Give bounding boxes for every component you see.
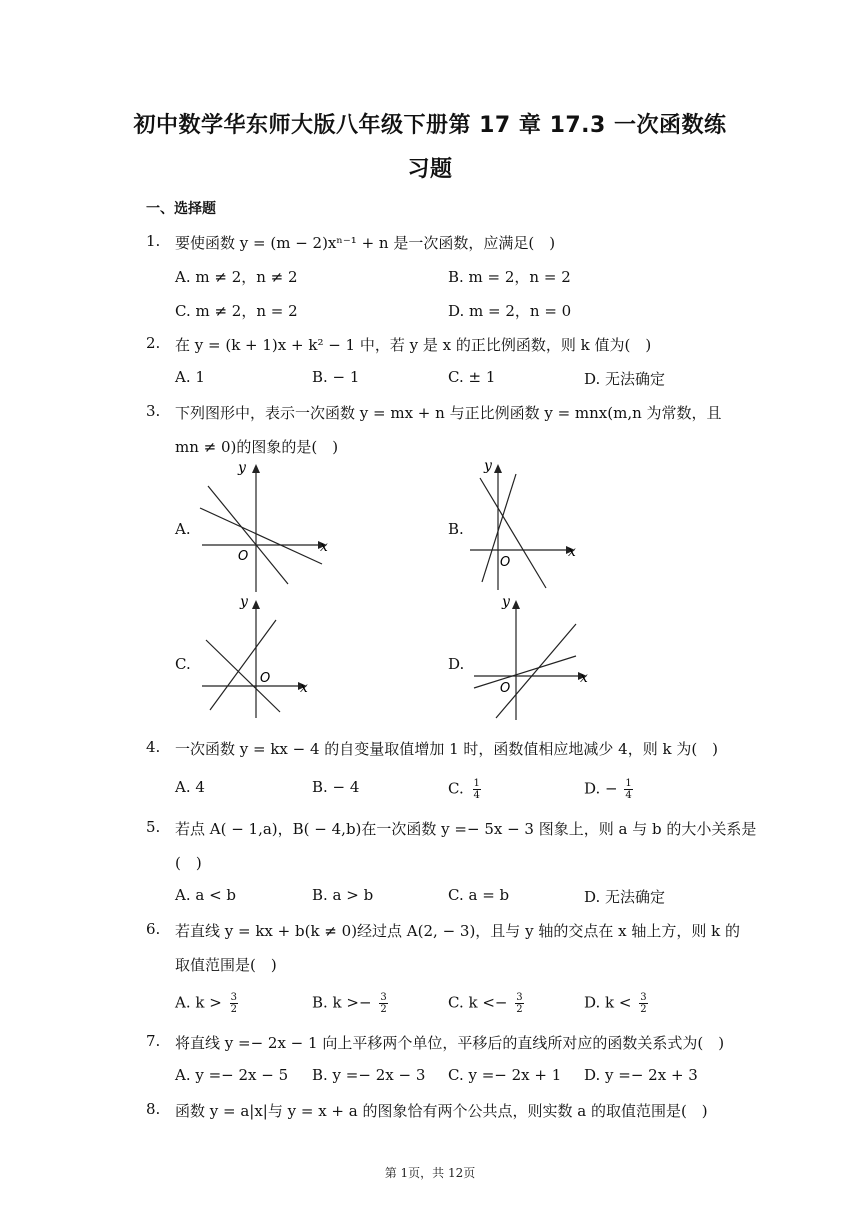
page-footer: 第 1页，共 12页	[384, 1166, 476, 1180]
question-4-option-b: B. − 4	[312, 778, 360, 796]
fraction-one-quarter: $\frac{1}{4}$	[473, 778, 480, 801]
question-6-option-d-label: D. k <	[584, 993, 632, 1012]
question-3-option-d: D.	[448, 655, 465, 673]
fraction-three-halves: $\frac{3}{2}$	[640, 992, 647, 1015]
question-4-option-c	[448, 778, 481, 801]
question-3-option-a: A.	[175, 520, 191, 538]
question-1-option-c: C. m ≠ 2，n = 2	[175, 302, 298, 320]
question-1-option-d: D. m = 2，n = 0	[448, 302, 572, 320]
question-7-option-c: C. y =− 2x + 1	[448, 1066, 562, 1084]
graph-c	[196, 592, 336, 722]
question-1-option-b: B. m = 2，n = 2	[448, 268, 571, 286]
question-5-text-line1: 若点 A( − 1,a)，B( − 4,b)在一次函数 y =− 5x − 3 图象上，则 a 与 b 的大小关系是	[175, 820, 757, 838]
question-5-option-c: C. a = b	[448, 886, 510, 904]
graph-a-origin-label: O	[238, 549, 249, 564]
question-8-text: 函数 y = a|x|与 y = x + a 的图象恰有两个公共点，则实数 a 的取值范围是( )	[175, 1102, 708, 1120]
graph-c-origin-label: O	[260, 671, 271, 686]
question-3-text-line1: 下列图形中，表示一次函数 y = mx + n 与正比例函数 y = mnx(m,n 为常数，且	[175, 404, 722, 422]
doc-title-line2: 习题	[407, 157, 453, 182]
question-5-text-line2: ( )	[175, 854, 202, 872]
fraction-three-halves: $\frac{3}{2}$	[380, 992, 387, 1015]
question-6-option-a-label: A. k >	[175, 993, 222, 1012]
question-6-option-c	[448, 992, 524, 1015]
graph-b-x-label: x	[568, 544, 576, 560]
question-6-text-line2: 取值范围是( )	[175, 956, 277, 974]
graph-b-origin-label: O	[500, 555, 511, 570]
graph-a	[196, 456, 336, 594]
question-3-text-line2: mn ≠ 0)的图象的是( )	[175, 438, 339, 456]
question-3-option-b: B.	[448, 520, 464, 538]
question-7-option-b: B. y =− 2x − 3	[312, 1066, 426, 1084]
question-2-option-c: C. ± 1	[448, 368, 496, 386]
graph-a-x-label: x	[320, 539, 328, 555]
fraction-three-halves: $\frac{3}{2}$	[516, 992, 523, 1015]
question-4-option-d	[584, 778, 633, 801]
question-4-option-a: A. 4	[175, 778, 205, 796]
question-2-option-d: D. 无法确定	[584, 370, 666, 388]
question-8-number: 8.	[146, 1100, 161, 1118]
question-2-text: 在 y = (k + 1)x + k² − 1 中，若 y 是 x 的正比例函数，则 k 值为( )	[175, 336, 652, 354]
graph-a-y-label: y	[238, 460, 246, 476]
question-4-option-d-label: D. −	[584, 779, 618, 798]
question-6-option-b	[312, 992, 388, 1015]
graph-d	[466, 592, 606, 724]
question-3-option-c: C.	[175, 655, 191, 673]
question-6-option-a	[175, 992, 238, 1015]
fraction-three-halves: $\frac{3}{2}$	[230, 992, 237, 1015]
graph-b	[466, 456, 606, 594]
fraction-one-quarter: $\frac{1}{4}$	[625, 778, 632, 801]
question-4-number: 4.	[146, 738, 161, 756]
graph-c-y-label: y	[240, 594, 248, 610]
question-6-text-line1: 若直线 y = kx + b(k ≠ 0)经过点 A(2, − 3)，且与 y 轴的交点在 x 轴上方，则 k 的	[175, 922, 740, 940]
question-3-number: 3.	[146, 402, 161, 420]
question-5-option-b: B. a > b	[312, 886, 374, 904]
question-4-text: 一次函数 y = kx − 4 的自变量取值增加 1 时，函数值相应地减少 4，则 k 为( )	[175, 740, 719, 758]
question-6-option-d	[584, 992, 648, 1015]
graph-b-y-label: y	[484, 458, 492, 474]
question-7-number: 7.	[146, 1032, 161, 1050]
question-1-option-a: A. m ≠ 2，n ≠ 2	[175, 268, 298, 286]
question-2-option-b: B. − 1	[312, 368, 360, 386]
question-6-number: 6.	[146, 920, 161, 938]
question-7-text: 将直线 y =− 2x − 1 向上平移两个单位，平移后的直线所对应的函数关系式为( )	[175, 1034, 725, 1052]
question-5-option-d: D. 无法确定	[584, 888, 666, 906]
question-4-option-c-label: C.	[448, 779, 464, 798]
question-2-number: 2.	[146, 334, 161, 352]
doc-title-line1: 初中数学华东师大版八年级下册第 17 章 17.3 一次函数练	[133, 113, 727, 138]
graph-c-x-label: x	[300, 680, 308, 696]
question-2-option-a: A. 1	[175, 368, 205, 386]
question-6-option-c-label: C. k <−	[448, 993, 508, 1012]
question-1-text: 要使函数 y = (m − 2)xⁿ⁻¹ + n 是一次函数，应满足( )	[175, 234, 556, 252]
question-5-option-a: A. a < b	[175, 886, 237, 904]
question-6-option-b-label: B. k >−	[312, 993, 372, 1012]
question-1-number: 1.	[146, 232, 161, 250]
graph-d-x-label: x	[580, 670, 588, 686]
question-5-number: 5.	[146, 818, 161, 836]
section-heading: 一、选择题	[146, 201, 216, 217]
graph-d-y-label: y	[502, 594, 510, 610]
graph-d-origin-label: O	[500, 681, 511, 696]
question-7-option-d: D. y =− 2x + 3	[584, 1066, 698, 1084]
question-7-option-a: A. y =− 2x − 5	[175, 1066, 289, 1084]
